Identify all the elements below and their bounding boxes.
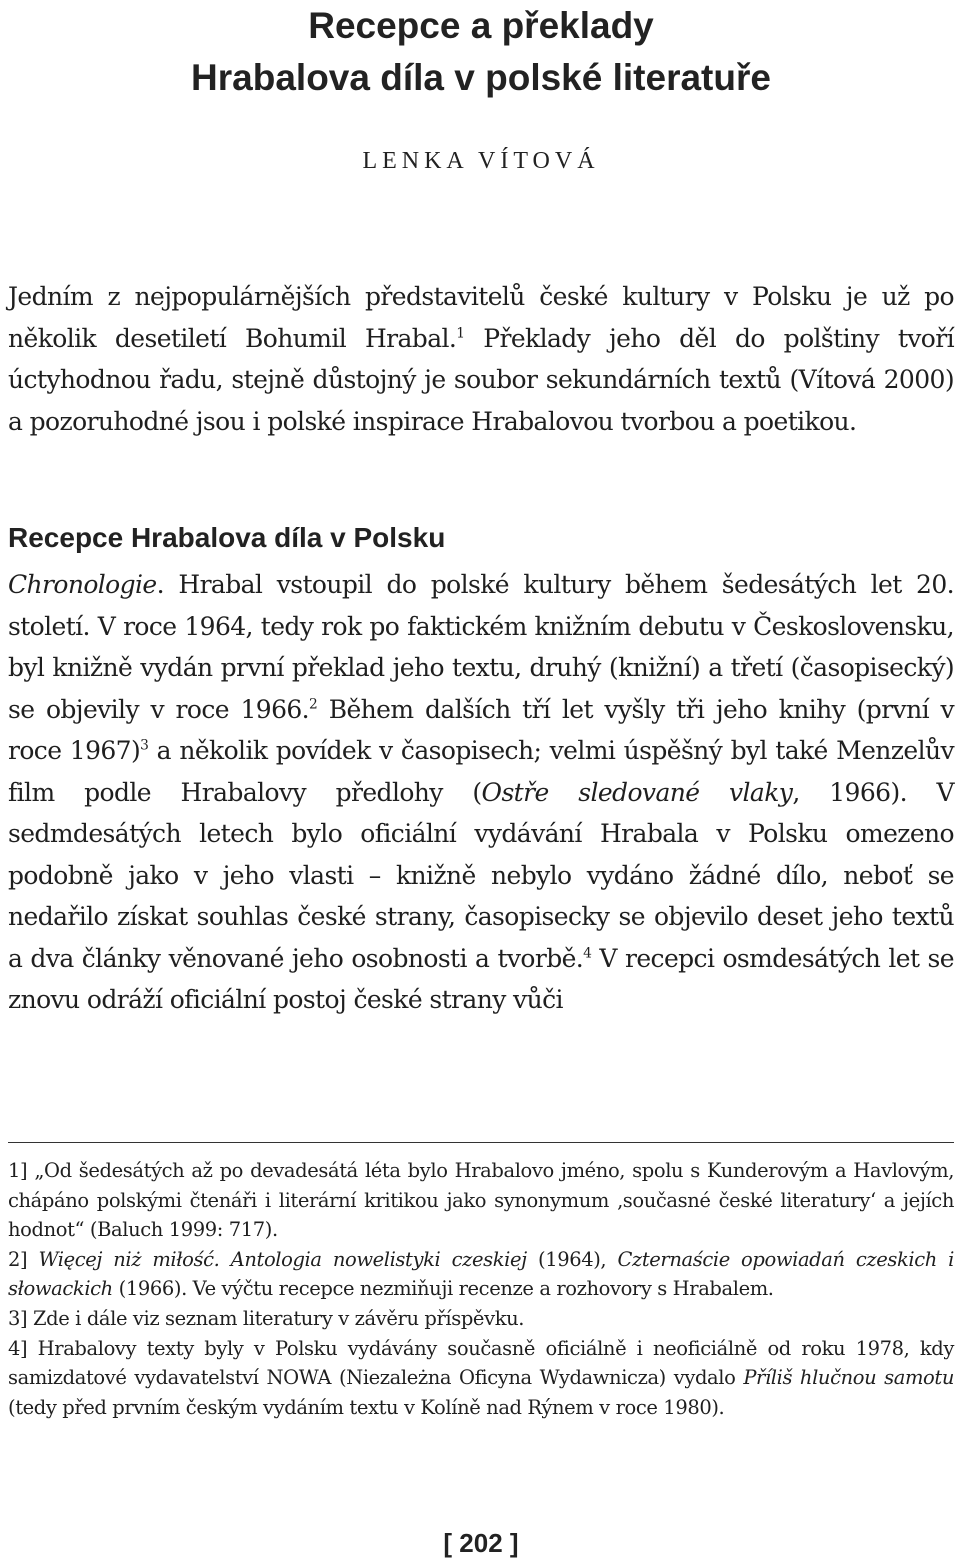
footnote-marker: 1] (8, 1159, 35, 1182)
intro-text-b: Překlady jeho děl do polštiny tvoří úctyhodnou řadu, stejně důstojný je soubor sekundárních textů (Vítová 2000) a pozoruhodné jsou i polské inspirace Hrabalovou tvorbou a poetikou. (8, 323, 955, 436)
footnote-marker: 2] (8, 1247, 39, 1271)
title-line-1: Recepce a překlady (308, 5, 654, 46)
section-text-c: a několik povídek v časopisech; velmi úspěšný byl také Menzelův film podle Hrabalovy předlohy ( (8, 736, 954, 807)
footnote-ref-3: 3 (140, 737, 149, 754)
footnote-italic: Czternaście opowiadań czeskich i słowackich (8, 1247, 954, 1301)
section-text-e: V recepci osmdesátých let se znovu odráží oficiální postoj české strany vůči (8, 943, 954, 1014)
footnotes (8, 1156, 954, 1422)
article-title (8, 0, 954, 104)
footnote-ref-4: 4 (583, 944, 592, 961)
footnote-text: (1966). Ve výčtu recepce nezmiňuji recenze a rozhovory s Hrabalem. (112, 1277, 774, 1301)
intro-paragraph (8, 276, 954, 442)
footnote-3 (8, 1304, 954, 1334)
footnote-ref-2: 2 (309, 695, 318, 712)
author-name: LENKA VÍTOVÁ (362, 148, 600, 174)
footnote-text: (tedy před prvním českým vydáním textu v Kolíně nad Rýnem v roce 1980). (8, 1395, 725, 1419)
film-title-italic: Ostře sledované vlaky (481, 777, 793, 807)
footnote-4 (8, 1334, 954, 1423)
footnote-text: Hrabalovy texty byly v Polsku vydávány současně oficiálně i neoficiálně od roku 1978, kdy samizdatové vydavatelství NOWA (Niezależna Oficyna Wydawnicza) vydalo (8, 1336, 955, 1390)
section-text-a: . Hrabal vstoupil do polské kultury během šedesátých let 20. století. V roce 1964, tedy rok po faktickém knižním debutu v Československu, byl knižně vydán první překlad jeho textu, druhý (knižní) a třetí (časopisecký) se objevily v roce 1966. (8, 570, 954, 724)
title-line-2: Hrabalova díla v polské literatuře (191, 57, 771, 98)
footnote-text: „Od šedesátých až po devadesátá léta bylo Hrabalovo jméno, spolu s Kunderovým a Havlovým, chápáno polskými čtenáři i literární kritikou jako synonymum ‚současné české literatury‘ a jejích hodnot“ (Baluch 1999: 717). (8, 1159, 954, 1242)
page-number: [ 202 ] (443, 1528, 519, 1558)
intro-text-a: Jedním z nejpopulárnějších představitelů české kultury v Polsku je už po několik desetiletí Bohumil Hrabal. (8, 282, 954, 353)
footnote-ref-1: 1 (456, 324, 465, 341)
section-lead-italic: Chronologie (8, 570, 157, 599)
section-paragraph (8, 564, 954, 1021)
footnote-divider (8, 1142, 954, 1143)
footnote-1 (8, 1156, 954, 1245)
footnote-text: Zde i dále viz seznam literatury v závěru příspěvku. (33, 1306, 525, 1330)
section-heading: Recepce Hrabalova díla v Polsku (8, 522, 446, 553)
section-text-b: Během dalších tří let vyšly tři jeho knihy (první v roce 1967) (8, 694, 955, 765)
footnote-italic: Příliš hlučnou samotu (743, 1366, 954, 1390)
footnote-2 (8, 1245, 954, 1304)
section-text-d: , 1966). V sedmdesátých letech bylo oficiální vydávání Hrabala v Polsku omezeno podobně jako v jeho vlasti – knižně nebylo vydáno žádné dílo, neboť se nedařilo získat souhlas české strany, časopisecky se objevilo deset jeho textů a dva články věnované jeho osobnosti a tvorbě. (8, 777, 955, 973)
footnote-marker: 4] (8, 1336, 38, 1360)
footnote-marker: 3] (8, 1306, 34, 1330)
footnote-italic: Więcej niż miłość. Antologia nowelistyki czeskiej (38, 1247, 527, 1271)
footnote-text: (1964), (526, 1247, 618, 1271)
